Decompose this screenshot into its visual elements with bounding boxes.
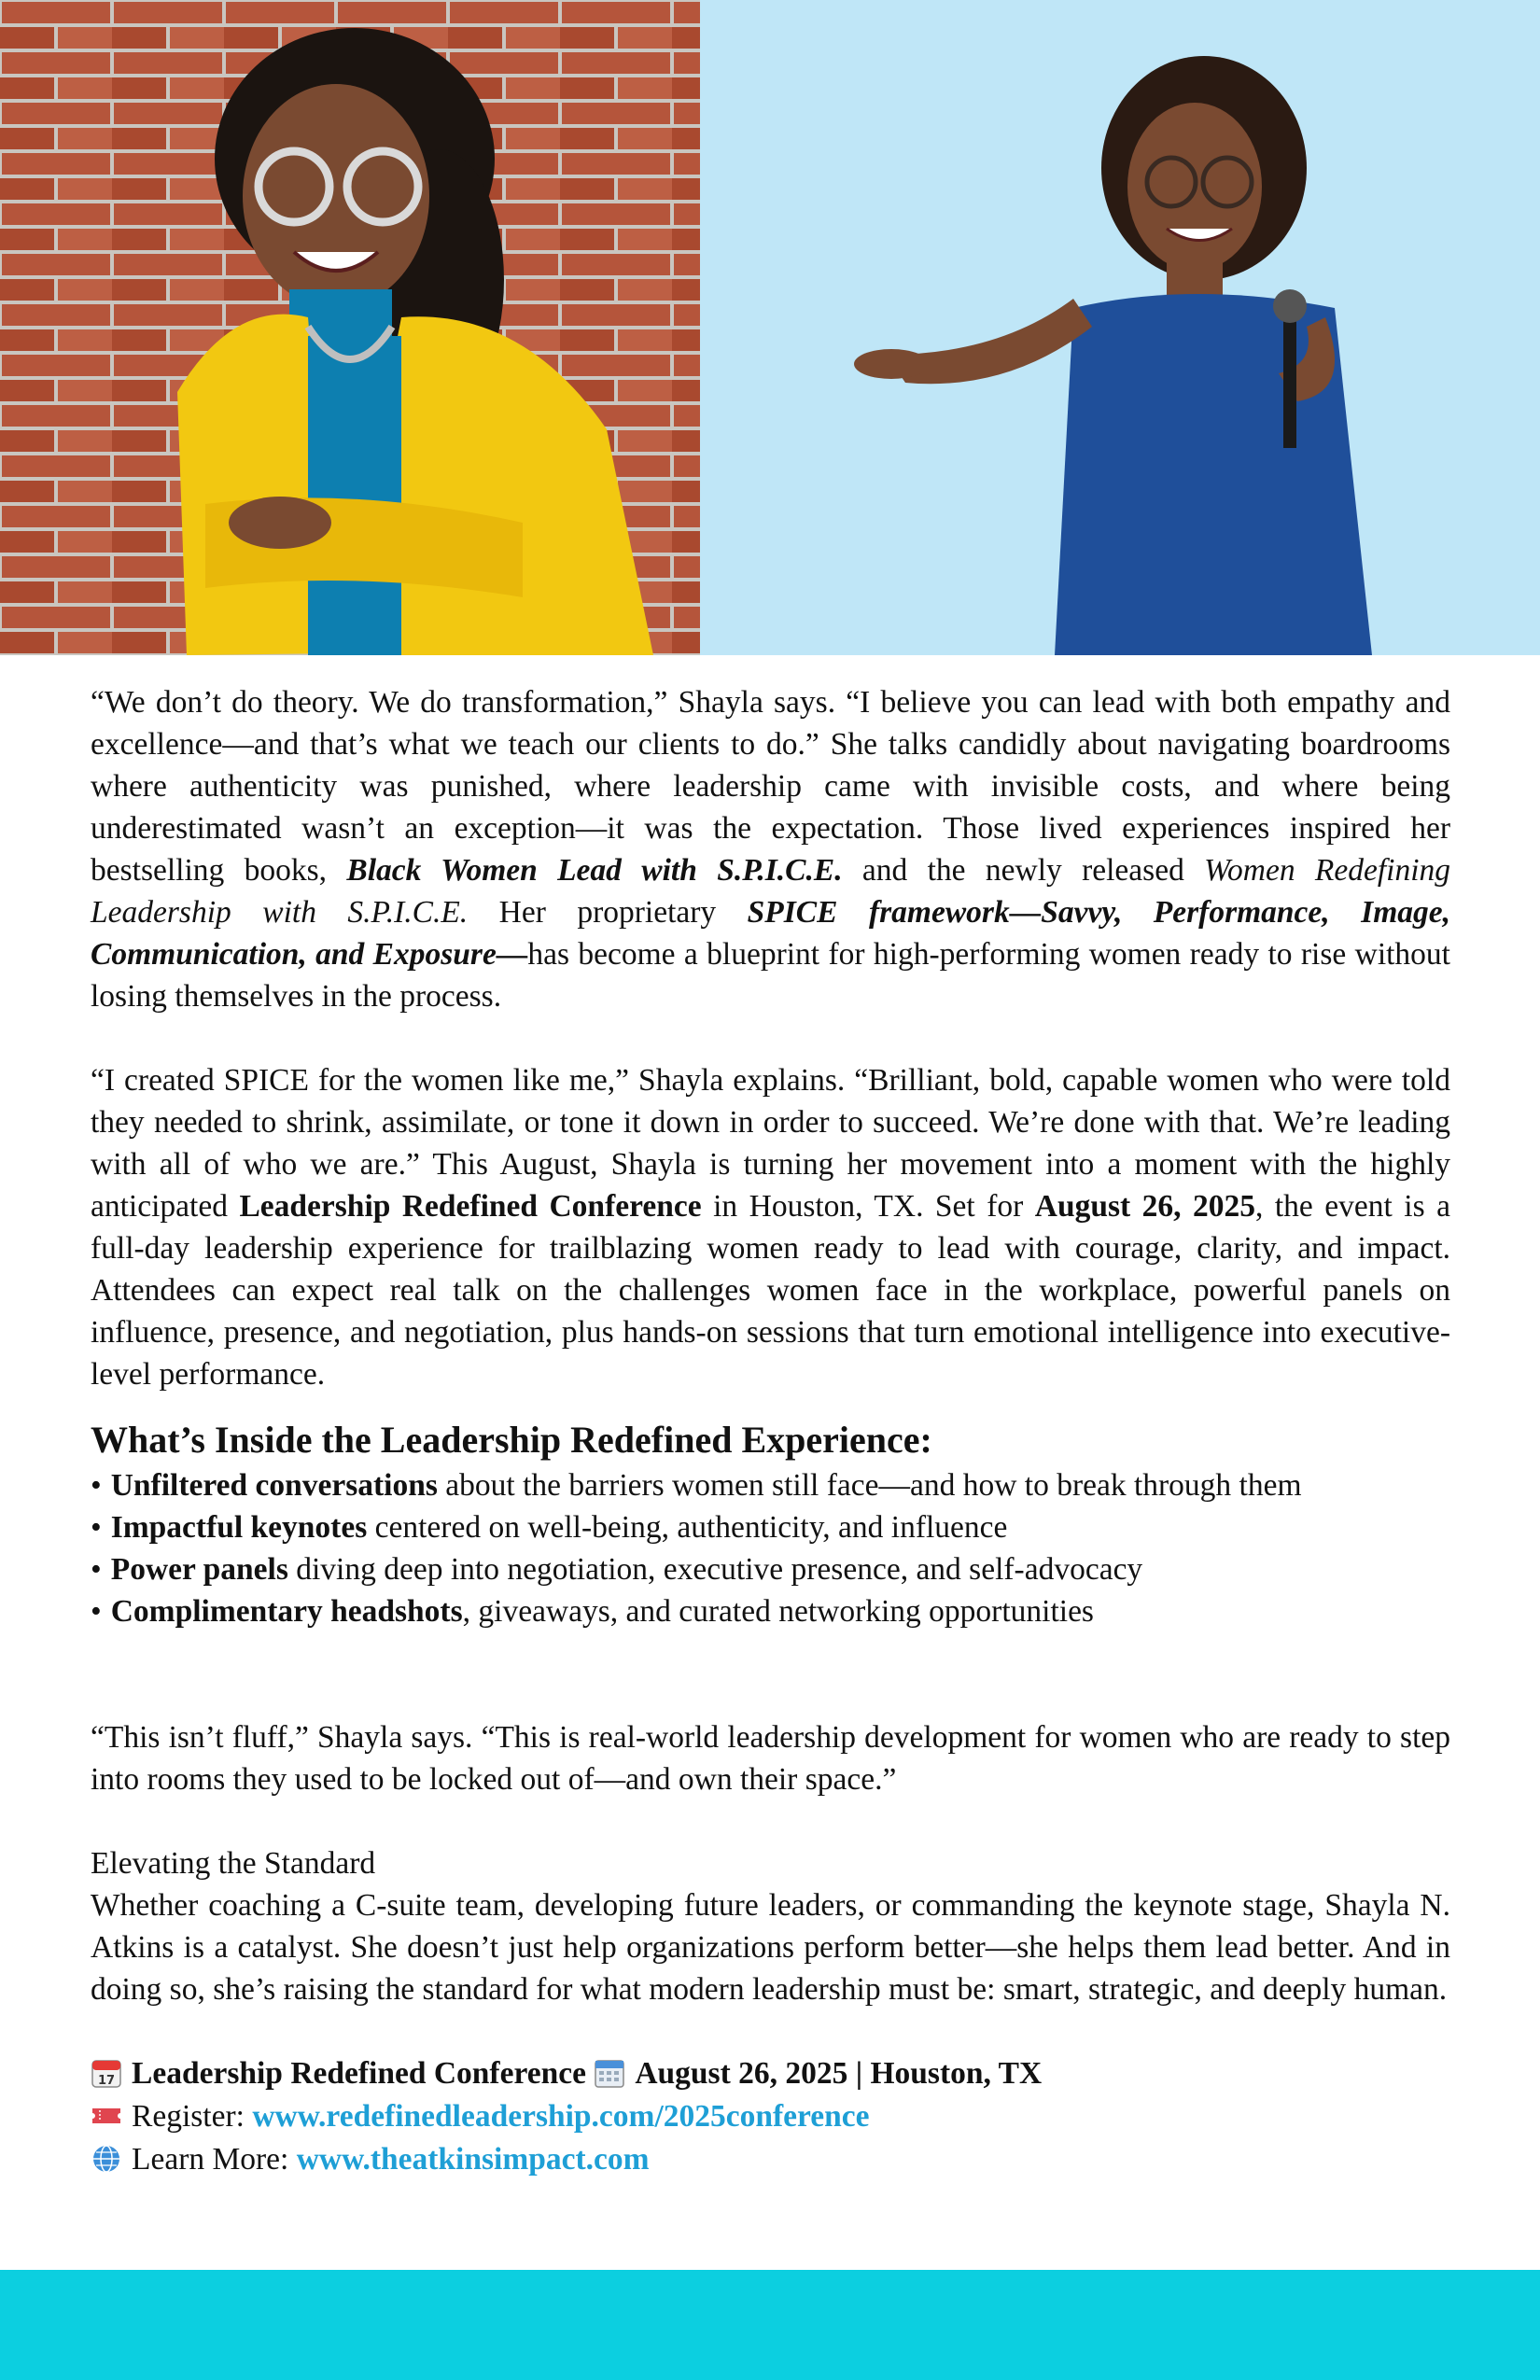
ticket-icon [91,2100,122,2132]
event-details [91,2052,1450,2095]
experience-list [91,1464,1450,1632]
experience-heading: What’s Inside the Leadership Redefined Experience: [91,1419,932,1461]
bullet: • [91,1468,102,1503]
conference-date: August 26, 2025 [1034,1189,1256,1224]
item-text: diving deep into negotiation, executive presence, and self-advocacy [287,1552,1143,1587]
text: “We don’t do theory. We do transformation,” Shayla says. “I believe you can lead with both empathy and excellence—and that’s what we teach our clients to do.” She talks candidly about navigating boardrooms where authenticity was punished, where leadership came with invisible costs, and where being underestimated wasn’t an exception—it was the expectation. Those lived experiences inspired her bestselling books, [91,685,1450,888]
text: Her proprietary [468,895,748,930]
portrait-photo [0,0,700,655]
paragraph-quote: “This isn’t fluff,” Shayla says. “This is real-world leadership development for women who are ready to step into rooms they used to be locked out of—and own their space.” [91,1720,1450,1797]
paragraph-standard: Whether coaching a C-suite team, developing future leaders, or commanding the keynote stage, Shayla N. Atkins is a catalyst. She doesn’t just help organizations perform better—she helps them lead better. And in doing so, she’s raising the standard for what modern leadership must be: smart, strategic, and deeply human. [91,1888,1450,2007]
text: in Houston, TX. Set for [701,1189,1035,1224]
svg-text:17: 17 [97,2074,116,2088]
footer-bar [0,2270,1540,2380]
bullet: • [91,1594,102,1629]
register-link[interactable]: www.redefinedleadership.com/2025conference [252,2099,870,2134]
speaker-photo [700,0,1540,655]
item-title: Unfiltered conversations [110,1468,438,1503]
item-title: Complimentary headshots [110,1594,463,1629]
list-item [91,1548,1450,1590]
article-body [91,681,1450,2181]
list-item [91,1506,1450,1548]
text: and the newly released [842,853,1205,888]
paragraph-transformation [91,681,1450,1017]
event-date-location: August 26, 2025 | Houston, TX [635,2056,1043,2091]
register-label: Register: [132,2099,253,2134]
paragraph-spice [91,1059,1450,1395]
spice-framework: SPICE framework—Savvy, Performance, Image, Communication, and Exposure— [91,895,1450,972]
spiral-calendar-icon [594,2057,625,2089]
standard-heading: Elevating the Standard [91,1846,376,1881]
brick-wall-portrait-image [0,0,700,655]
item-title: Power panels [110,1552,288,1587]
event-name: Leadership Redefined Conference [132,2056,586,2091]
learn-more-label: Learn More: [132,2142,297,2177]
text: “I created SPICE for the women like me,” Shayla explains. “Brilliant, bold, capable women who were told they needed to shrink, assimilate, or tone it down in order to succeed. We’re done with that. We’re leading with all of who we are.” This August, Shayla is turning her movement into a moment with the highly anticipated [91,1063,1450,1224]
learn-more-link[interactable]: www.theatkinsimpact.com [296,2142,650,2177]
list-item [91,1590,1450,1632]
bullet: • [91,1552,102,1587]
text: has become a blueprint for high-performing women ready to rise without losing themselves in the process. [91,937,1450,1014]
text: , the event is a full-day leadership experience for trailblazing women ready to lead with courage, clarity, and impact. Attendees can expect real talk on the challenges women face in the workplace, powerful panels on influence, presence, and negotiation, plus hands-on sessions that turn emotional intelligence into executive-level performance. [91,1189,1451,1392]
calendar-icon [91,2057,122,2089]
speaker-on-stage-image [700,0,1540,655]
list-item [91,1464,1450,1506]
learn-more-line [91,2138,1450,2181]
item-title: Impactful keynotes [110,1510,368,1545]
conference-name: Leadership Redefined Conference [239,1189,702,1224]
item-text: centered on well-being, authenticity, and influence [367,1510,1008,1545]
globe-icon [91,2143,122,2175]
register-line [91,2095,1450,2138]
book-title-black-women-lead: Black Women Lead with S.P.I.C.E. [346,853,843,888]
book-title-women-redefining: Women Redefining Leadership with S.P.I.C.E. [91,853,1451,930]
hero-photos [0,0,1540,655]
item-text: , giveaways, and curated networking opportunities [462,1594,1094,1629]
bullet: • [91,1510,102,1545]
item-text: about the barriers women still face—and how to break through them [437,1468,1302,1503]
